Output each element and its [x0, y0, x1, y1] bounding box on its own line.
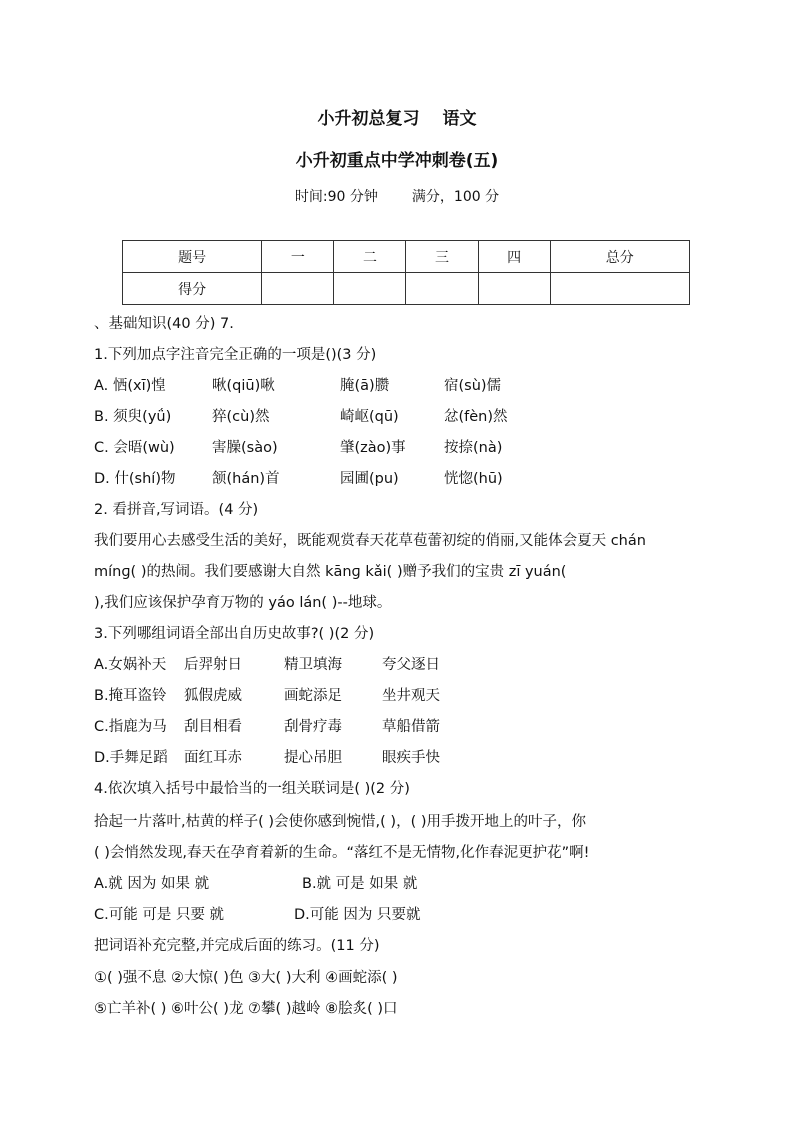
option-item: 按捺(nà) — [444, 440, 503, 456]
option-item: 园圃(pu) — [340, 471, 399, 487]
question-3-stem: 3.下列哪组词语全部出自历史故事?( )(2 分) — [94, 626, 375, 642]
exam-title: 小升初重点中学冲刺卷(五) — [295, 151, 499, 171]
option-item: 坐井观天 — [382, 688, 440, 704]
full-score: 满分，100 分 — [411, 189, 500, 205]
question-3-option-d — [94, 746, 440, 767]
question-5-idiom-row: ⑤亡羊补( ) ⑥叶公( )龙 ⑦攀( )越岭 ⑧脍炙( )口 — [94, 1001, 398, 1017]
option-item: B. 须臾(yǘ) — [94, 409, 172, 425]
option-item: D.手舞足蹈 — [94, 750, 168, 766]
question-2-passage-line: mínɡ( )的热闹。我们要感谢大自然 kānɡ kǎi( )赠予我们的宝贵 zī yuán( — [94, 564, 567, 580]
question-4-option-c: C.可能 可是 只要 就 — [94, 907, 225, 923]
score-cell[interactable] — [406, 273, 478, 305]
exam-series-title: 小升初总复习 语文 — [317, 109, 477, 129]
option-item: 后羿射日 — [184, 657, 242, 673]
question-4-option-d: D.可能 因为 只要就 — [294, 907, 421, 923]
option-item: A. 恓(xī)惶 — [94, 378, 166, 394]
option-item: A.女娲补天 — [94, 657, 167, 673]
question-1-stem: 1.下列加点字注音完全正确的一项是()(3 分) — [94, 347, 377, 363]
option-item: 刮目相看 — [184, 719, 242, 735]
option-item: D. 什(shí)物 — [94, 471, 176, 487]
question-4-options-row — [94, 872, 417, 893]
option-item: 颔(hán)首 — [212, 471, 280, 487]
option-item: 崎岖(qū) — [340, 409, 399, 425]
option-item: 猝(cù)然 — [212, 409, 270, 425]
option-item: 精卫填海 — [284, 657, 342, 673]
question-4-options-row — [94, 903, 421, 924]
question-2-passage-line: ),我们应该保护孕育万物的 yáo lán( )--地球。 — [94, 595, 392, 611]
question-4-option-b: B.就 可是 如果 就 — [302, 876, 418, 892]
score-table-header: 总分 — [550, 241, 689, 273]
score-cell[interactable] — [478, 273, 550, 305]
option-item: 宿(sù)儒 — [444, 378, 502, 394]
question-4-stem: 4.依次填入括号中最恰当的一组关联词是( )(2 分) — [94, 781, 410, 797]
question-1-option-c — [94, 436, 502, 457]
option-item: 腌(ā)臜 — [340, 378, 390, 394]
option-item: 害臊(sào) — [212, 440, 278, 456]
score-table-header: 一 — [262, 241, 334, 273]
question-4-option-a: A.就 因为 如果 就 — [94, 876, 210, 892]
score-cell[interactable] — [550, 273, 689, 305]
question-4-passage-line: ( )会悄然发现,春天在孕育着新的生命。“落红不是无情物,化作春泥更护花”啊! — [94, 845, 590, 861]
score-table-score-row — [123, 273, 690, 305]
exam-time-info — [0, 186, 794, 206]
option-item: 肇(zào)事 — [340, 440, 406, 456]
score-cell[interactable] — [262, 273, 334, 305]
score-table-header-row — [123, 241, 690, 273]
section-heading: 、基础知识(40 分) 7. — [94, 316, 234, 332]
question-2-passage-line: 我们要用心去感受生活的美好，既能观赏春天花草苞蕾初绽的俏丽,又能体会夏天 chán — [94, 533, 646, 549]
question-1-option-a — [94, 374, 501, 395]
score-table-header: 二 — [334, 241, 406, 273]
question-3-option-c — [94, 715, 440, 736]
question-2-stem: 2. 看拼音,写词语。(4 分) — [94, 502, 259, 518]
score-table-header: 四 — [478, 241, 550, 273]
score-table-header: 三 — [406, 241, 478, 273]
option-item: B.掩耳盗铃 — [94, 688, 167, 704]
option-item: 刮骨疗毒 — [284, 719, 342, 735]
question-4-passage-line: 拾起一片落叶,枯黄的样子( )会使你感到惋惜,( )，( )用手拨开地上的叶子，你 — [94, 814, 586, 830]
question-5-idiom-row: ①( )强不息 ②大惊( )色 ③大( )大利 ④画蛇添( ) — [94, 970, 398, 986]
option-item: 草船借箭 — [382, 719, 440, 735]
question-3-option-b — [94, 684, 440, 705]
score-row-label: 得分 — [123, 273, 262, 305]
option-item: C. 会晤(wù) — [94, 440, 175, 456]
question-1-option-b — [94, 405, 508, 426]
option-item: 画蛇添足 — [284, 688, 342, 704]
question-5-stem: 把词语补充完整,并完成后面的练习。(11 分) — [94, 938, 380, 954]
time-limit: 时间:90 分钟 — [294, 189, 378, 205]
option-item: 夸父逐日 — [382, 657, 440, 673]
score-table-header: 题号 — [123, 241, 262, 273]
score-cell[interactable] — [334, 273, 406, 305]
option-item: 狐假虎威 — [184, 688, 242, 704]
score-table — [122, 240, 690, 305]
option-item: 面红耳赤 — [184, 750, 242, 766]
question-1-option-d — [94, 467, 503, 488]
option-item: 恍惚(hū) — [444, 471, 503, 487]
question-3-option-a — [94, 653, 440, 674]
option-item: 啾(qiū)啾 — [212, 378, 275, 394]
option-item: 忿(fèn)然 — [444, 409, 508, 425]
option-item: 眼疾手快 — [382, 750, 440, 766]
option-item: C.指鹿为马 — [94, 719, 167, 735]
option-item: 提心吊胆 — [284, 750, 342, 766]
